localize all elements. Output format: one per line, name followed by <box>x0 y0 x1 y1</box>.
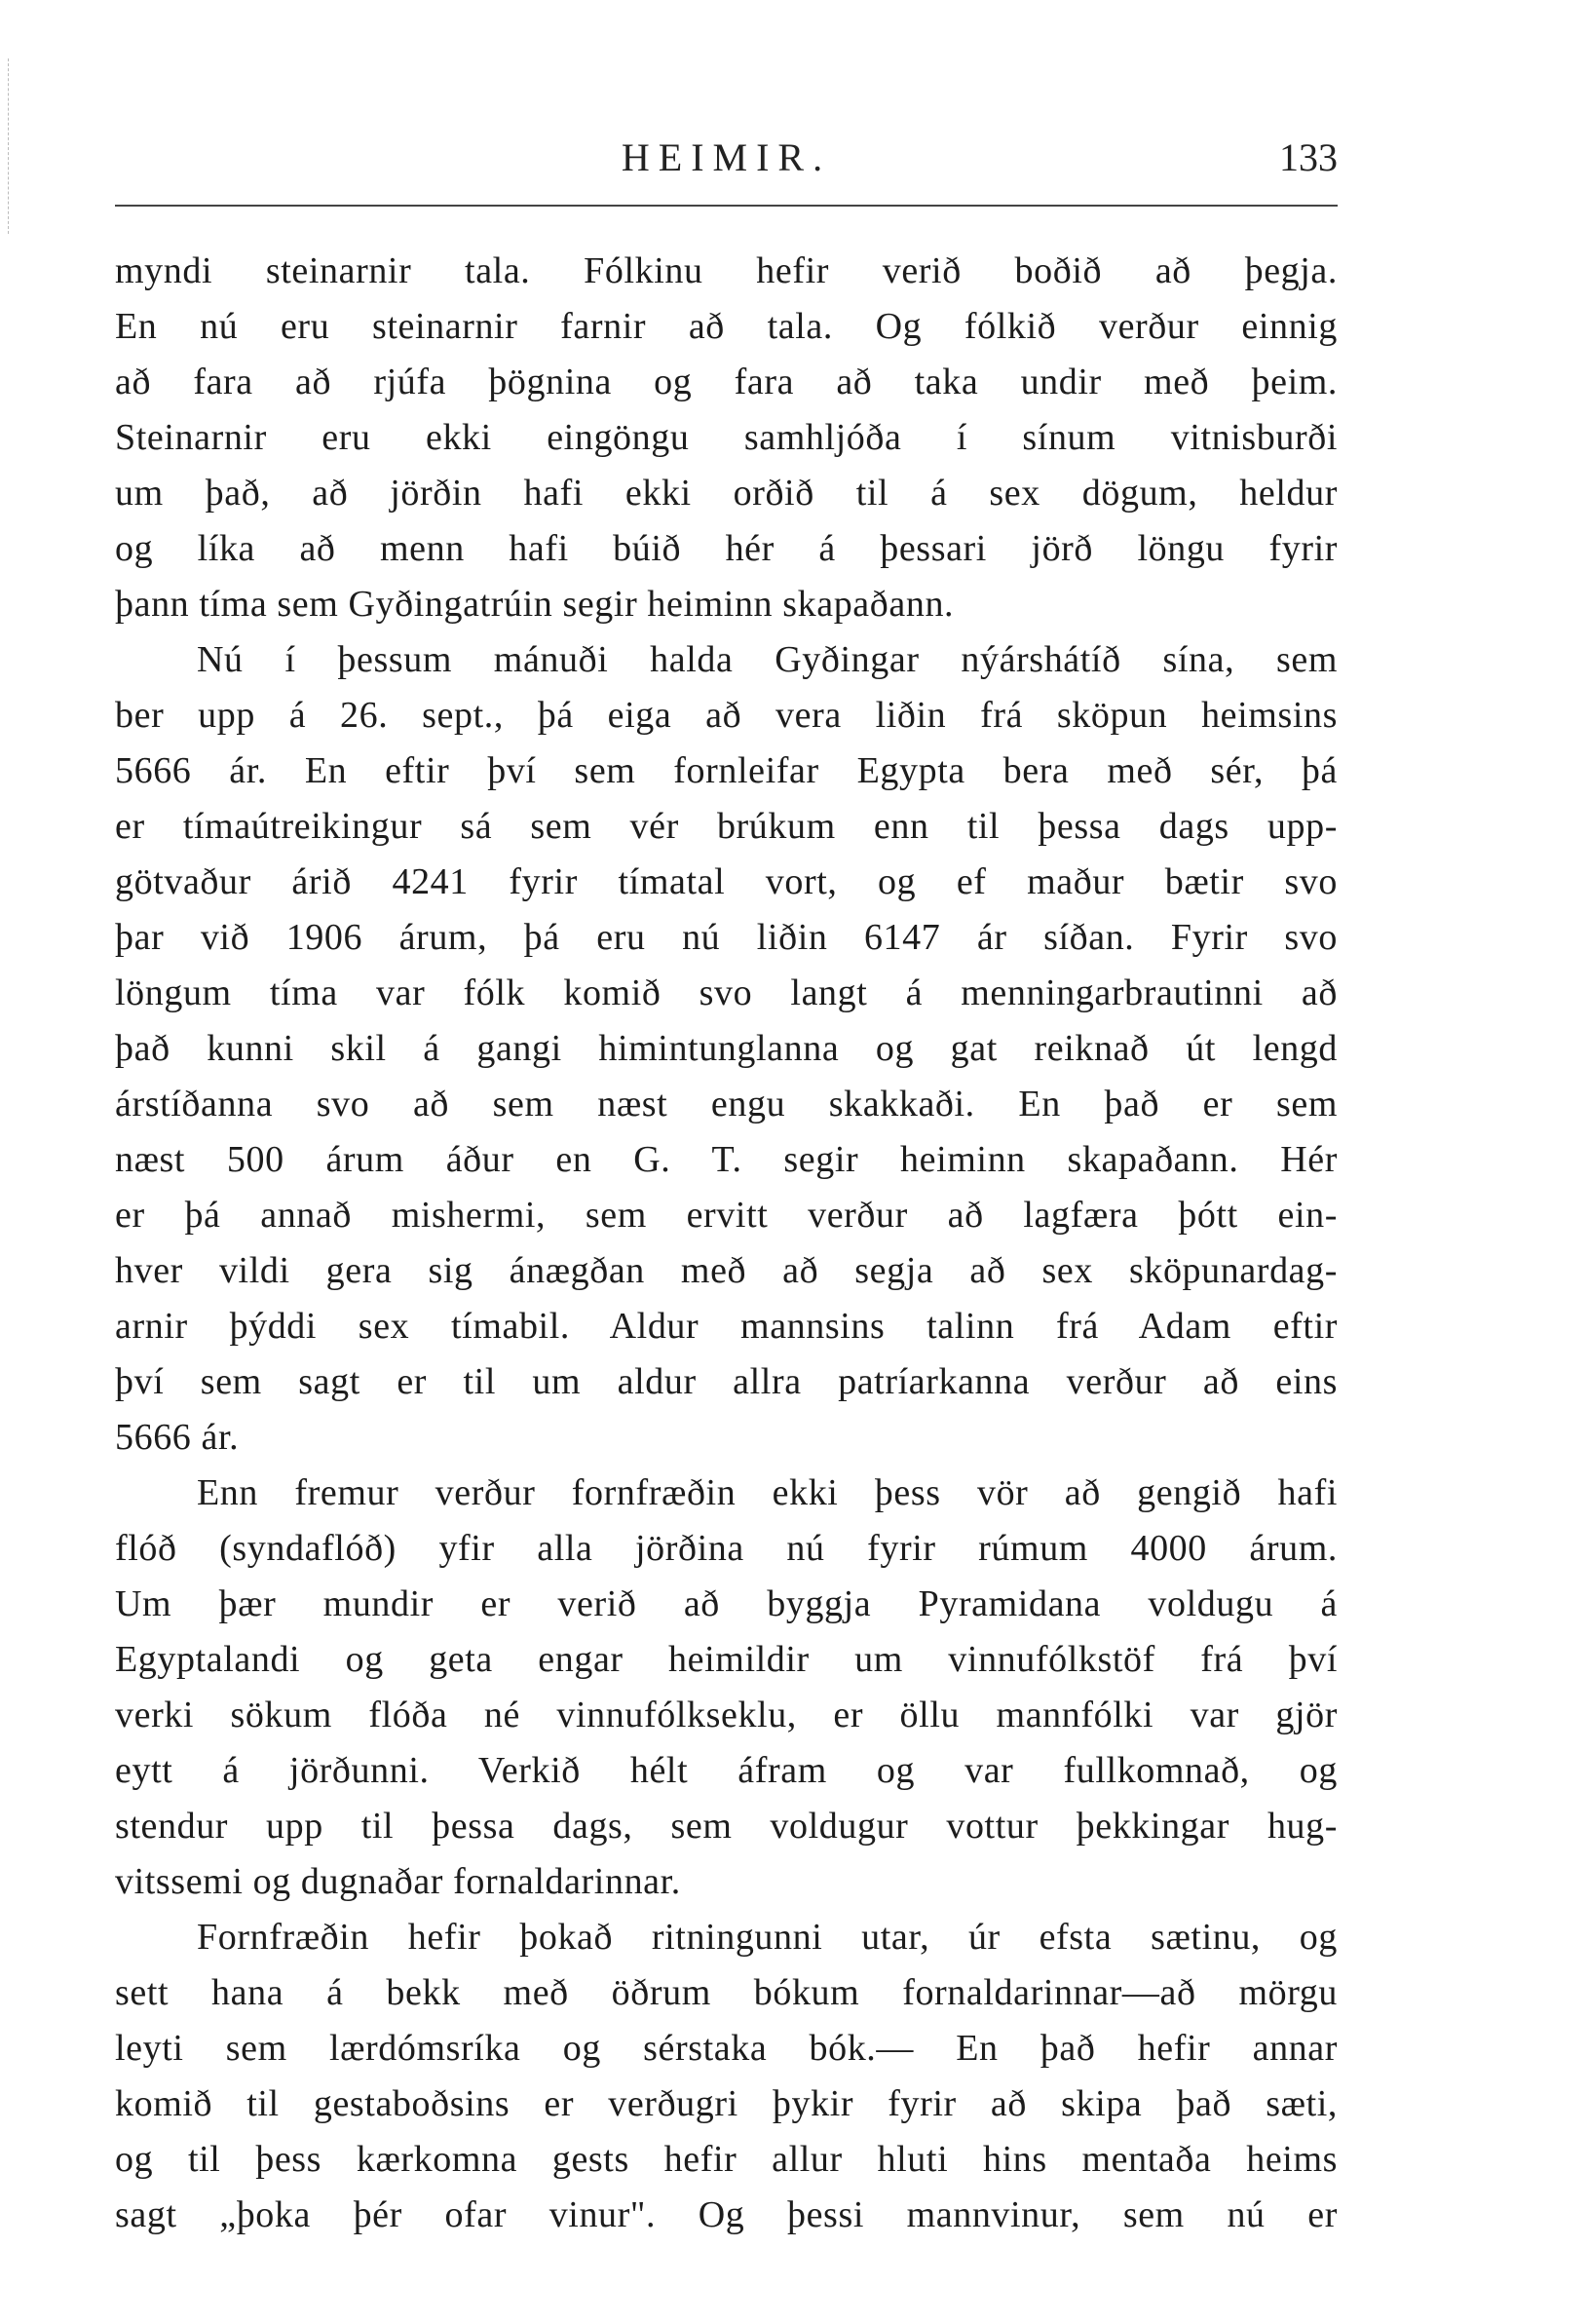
text-line: verki sökum flóða né vinnufólkseklu, er öllu mannfólki var gjör <box>115 1695 1338 1735</box>
text-line: Um þær mundir er verið að byggja Pyramidana voldugu á <box>115 1583 1338 1624</box>
text-line: myndi steinarnir tala. Fólkinu hefir verið boðið að þegja. <box>115 250 1338 291</box>
paragraph-start-line: Enn fremur verður fornfræðin ekki þess vör að gengið hafi <box>197 1472 1338 1513</box>
text-line: eytt á jörðunni. Verkið hélt áfram og var fullkomnað, og <box>115 1750 1338 1791</box>
text-line: það kunni skil á gangi himintunglanna og gat reiknað út lengd <box>115 1028 1338 1069</box>
text-line: vitssemi og dugnaðar fornaldarinnar. <box>115 1861 681 1902</box>
scan-margin-artifact <box>8 58 12 234</box>
text-line: þar við 1906 árum, þá eru nú liðin 6147 ár síðan. Fyrir svo <box>115 917 1338 958</box>
text-line: Steinarnir eru ekki eingöngu samhljóða í sínum vitnisburði <box>115 417 1338 458</box>
text-line: löngum tíma var fólk komið svo langt á menningarbrautinni að <box>115 972 1338 1013</box>
running-title: HEIMIR. <box>621 135 832 179</box>
body-text <box>115 244 1338 2243</box>
page-number: 133 <box>1279 135 1338 179</box>
text-line: En nú eru steinarnir farnir að tala. Og fólkið verður einnig <box>115 306 1338 347</box>
text-line: götvaður árið 4241 fyrir tímatal vort, og ef maður bætir svo <box>115 861 1338 902</box>
text-line: að fara að rjúfa þögnina og fara að taka undir með þeim. <box>115 362 1338 402</box>
text-line: sett hana á bekk með öðrum bókum fornaldarinnar—að mörgu <box>115 1972 1338 2013</box>
text-line: arnir þýddi sex tímabil. Aldur mannsins talinn frá Adam eftir <box>115 1306 1338 1347</box>
text-line: stendur upp til þessa dags, sem voldugur vottur þekkingar hug- <box>115 1806 1338 1847</box>
text-line: og til þess kærkomna gests hefir allur hluti hins mentaða heims <box>115 2139 1338 2180</box>
text-line: Egyptalandi og geta engar heimildir um vinnufólkstöf frá því <box>115 1639 1338 1680</box>
text-line: um það, að jörðin hafi ekki orðið til á sex dögum, heldur <box>115 473 1338 514</box>
text-line: næst 500 árum áður en G. T. segir heiminn skapaðann. Hér <box>115 1139 1338 1180</box>
text-line: þann tíma sem Gyðingatrúin segir heiminn skapaðann. <box>115 584 955 625</box>
text-line: leyti sem lærdómsríka og sérstaka bók.— En það hefir annar <box>115 2028 1338 2069</box>
text-line: sagt „þoka þér ofar vinur". Og þessi mannvinur, sem nú er <box>115 2194 1338 2235</box>
text-line: árstíðanna svo að sem næst engu skakkaði. En það er sem <box>115 1084 1338 1124</box>
text-line: er þá annað mishermi, sem ervitt verður að lagfæra þótt ein- <box>115 1195 1338 1236</box>
text-line: því sem sagt er til um aldur allra patríarkanna verður að eins <box>115 1361 1338 1402</box>
text-line: flóð (syndaflóð) yfir alla jörðina nú fyrir rúmum 4000 árum. <box>115 1528 1338 1569</box>
header-rule <box>115 205 1338 207</box>
paragraph-start-line: Fornfræðin hefir þokað ritningunni utar, úr efsta sætinu, og <box>197 1917 1338 1958</box>
text-line: er tímaútreikingur sá sem vér brúkum enn til þessa dags upp- <box>115 806 1338 847</box>
text-line: hver vildi gera sig ánægðan með að segja að sex sköpunardag- <box>115 1250 1338 1291</box>
text-line: komið til gestaboðsins er verðugri þykir fyrir að skipa það sæti, <box>115 2083 1338 2124</box>
text-line: 5666 ár. En eftir því sem fornleifar Egypta bera með sér, þá <box>115 750 1338 791</box>
text-line: og líka að menn hafi búið hér á þessari jörð löngu fyrir <box>115 528 1338 569</box>
paragraph-start-line: Nú í þessum mánuði halda Gyðingar nýárshátíð sína, sem <box>197 639 1338 680</box>
page-header <box>115 134 1338 193</box>
text-line: ber upp á 26. sept., þá eiga að vera liðin frá sköpun heimsins <box>115 695 1338 736</box>
text-line: 5666 ár. <box>115 1417 240 1458</box>
